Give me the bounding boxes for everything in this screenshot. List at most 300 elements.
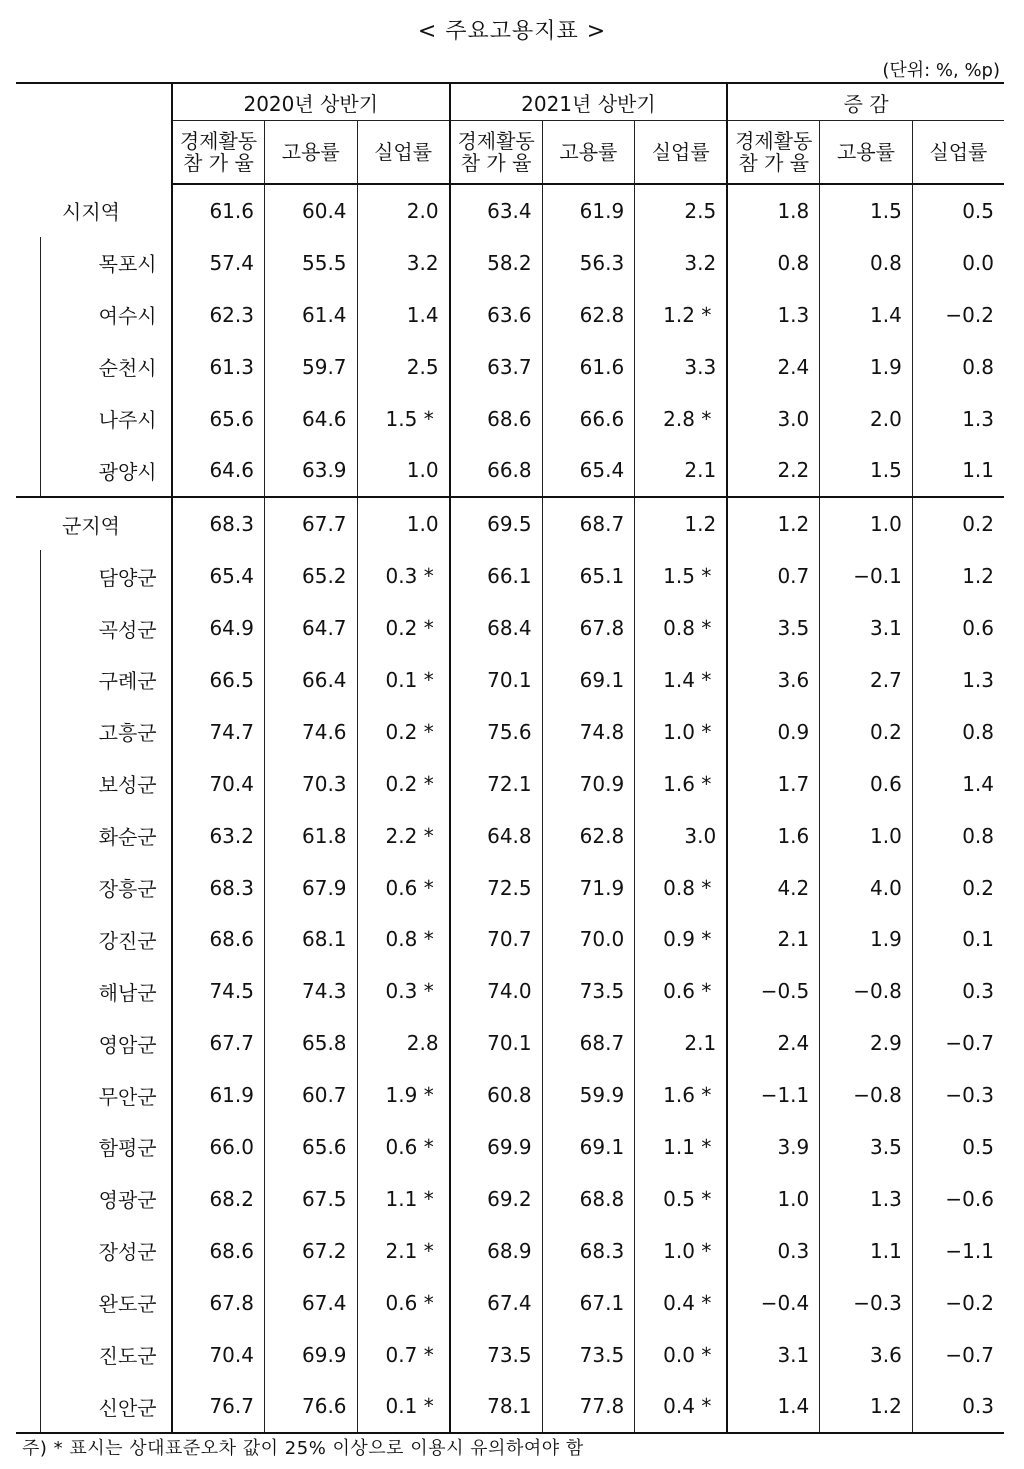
- value-cell: 68.1: [264, 913, 357, 965]
- table-row: [16, 913, 1004, 965]
- table-row: [16, 1277, 1004, 1329]
- indent-spacer: [16, 602, 40, 654]
- value-cell: 2.0: [357, 184, 450, 237]
- value-cell: 1.2: [635, 497, 728, 550]
- table-row: [16, 1069, 1004, 1121]
- value-cell: 1.0: [727, 1173, 820, 1225]
- indent-spacer: [16, 237, 40, 289]
- value-cell: 67.2: [264, 1225, 357, 1277]
- value-cell: 66.0: [172, 1121, 265, 1173]
- column-header-participation: 경제활동 참 가 율: [172, 121, 265, 185]
- value-cell: 74.3: [264, 965, 357, 1017]
- value-cell: 2.1: [635, 1017, 728, 1069]
- indent-spacer: [16, 550, 40, 602]
- table-row: [16, 1173, 1004, 1225]
- column-header-employment: 고용률: [542, 121, 635, 185]
- value-cell: −0.8: [820, 1069, 913, 1121]
- value-cell: 75.6: [450, 706, 543, 758]
- value-cell: 3.2: [635, 237, 728, 289]
- value-cell: 1.9 *: [357, 1069, 450, 1121]
- value-cell: 1.0 *: [635, 1225, 728, 1277]
- table-row: [16, 1017, 1004, 1069]
- value-cell: 69.1: [542, 1121, 635, 1173]
- value-cell: 2.5: [357, 341, 450, 393]
- value-cell: 0.6: [912, 602, 1004, 654]
- value-cell: 64.7: [264, 602, 357, 654]
- value-cell: 63.7: [450, 341, 543, 393]
- value-cell: 70.1: [450, 1017, 543, 1069]
- value-cell: 67.1: [542, 1277, 635, 1329]
- value-cell: 0.9: [727, 706, 820, 758]
- value-cell: 1.3: [912, 654, 1004, 706]
- value-cell: 0.1 *: [357, 654, 450, 706]
- header-2021: 2021년 상반기: [450, 83, 728, 121]
- region-name: 화순군: [40, 810, 172, 862]
- value-cell: 66.4: [264, 654, 357, 706]
- section-name: 군지역: [16, 497, 172, 550]
- value-cell: 2.4: [727, 1017, 820, 1069]
- value-cell: 3.2: [357, 237, 450, 289]
- value-cell: 56.3: [542, 237, 635, 289]
- table-row: [16, 550, 1004, 602]
- value-cell: 0.2: [912, 497, 1004, 550]
- value-cell: 3.1: [820, 602, 913, 654]
- value-cell: 68.6: [172, 913, 265, 965]
- value-cell: 0.8: [727, 237, 820, 289]
- value-cell: 0.1: [912, 913, 1004, 965]
- value-cell: 70.4: [172, 758, 265, 810]
- value-cell: 68.4: [450, 602, 543, 654]
- value-cell: 0.8: [912, 706, 1004, 758]
- value-cell: 0.3: [912, 965, 1004, 1017]
- value-cell: 0.8: [912, 810, 1004, 862]
- value-cell: 68.3: [172, 862, 265, 914]
- value-cell: −0.3: [820, 1277, 913, 1329]
- header-row-groups: [16, 83, 1004, 121]
- indent-spacer: [16, 1329, 40, 1381]
- value-cell: 74.7: [172, 706, 265, 758]
- value-cell: 68.6: [172, 1225, 265, 1277]
- value-cell: 69.9: [450, 1121, 543, 1173]
- value-cell: 64.6: [172, 444, 265, 497]
- value-cell: 0.7 *: [357, 1329, 450, 1381]
- value-cell: 69.2: [450, 1173, 543, 1225]
- region-name: 완도군: [40, 1277, 172, 1329]
- value-cell: 69.1: [542, 654, 635, 706]
- value-cell: 1.2 *: [635, 289, 728, 341]
- value-cell: 1.5: [820, 444, 913, 497]
- region-name: 광양시: [40, 444, 172, 497]
- region-name: 영암군: [40, 1017, 172, 1069]
- table-row: [16, 341, 1004, 393]
- value-cell: 68.3: [542, 1225, 635, 1277]
- indent-spacer: [16, 1121, 40, 1173]
- table-body: [16, 184, 1004, 1433]
- region-name: 장성군: [40, 1225, 172, 1277]
- indent-spacer: [16, 758, 40, 810]
- indent-spacer: [16, 706, 40, 758]
- value-cell: 4.0: [820, 862, 913, 914]
- value-cell: 57.4: [172, 237, 265, 289]
- value-cell: 3.6: [820, 1329, 913, 1381]
- table-row: [16, 1121, 1004, 1173]
- section-name: 시지역: [62, 199, 120, 224]
- value-cell: 1.4: [357, 289, 450, 341]
- value-cell: −0.1: [820, 550, 913, 602]
- table-row: [16, 237, 1004, 289]
- value-cell: 1.5 *: [357, 393, 450, 445]
- value-cell: 1.3: [912, 393, 1004, 445]
- indent-spacer: [16, 862, 40, 914]
- value-cell: 65.4: [542, 444, 635, 497]
- value-cell: 1.4: [912, 758, 1004, 810]
- value-cell: 74.5: [172, 965, 265, 1017]
- column-header-unemployment: 실업률: [912, 121, 1004, 185]
- value-cell: 2.1 *: [357, 1225, 450, 1277]
- value-cell: 76.7: [172, 1380, 265, 1433]
- value-cell: 1.1 *: [357, 1173, 450, 1225]
- value-cell: 65.6: [264, 1121, 357, 1173]
- value-cell: −1.1: [727, 1069, 820, 1121]
- value-cell: 0.8 *: [357, 913, 450, 965]
- value-cell: 1.1: [820, 1225, 913, 1277]
- value-cell: 64.9: [172, 602, 265, 654]
- value-cell: 0.5: [912, 184, 1004, 237]
- indent-spacer: [16, 913, 40, 965]
- value-cell: 2.8 *: [635, 393, 728, 445]
- value-cell: 0.6 *: [357, 1277, 450, 1329]
- value-cell: 68.6: [450, 393, 543, 445]
- value-cell: 59.7: [264, 341, 357, 393]
- value-cell: 1.3: [820, 1173, 913, 1225]
- value-cell: −0.2: [912, 289, 1004, 341]
- value-cell: 2.2 *: [357, 810, 450, 862]
- region-name: 장흥군: [40, 862, 172, 914]
- value-cell: 2.7: [820, 654, 913, 706]
- value-cell: 3.0: [635, 810, 728, 862]
- value-cell: 1.0 *: [635, 706, 728, 758]
- unit-label: (단위: %, %p): [882, 60, 1000, 81]
- indent-spacer: [16, 289, 40, 341]
- value-cell: 68.8: [542, 1173, 635, 1225]
- value-cell: 1.2: [820, 1380, 913, 1433]
- value-cell: 73.5: [542, 965, 635, 1017]
- value-cell: 1.4 *: [635, 654, 728, 706]
- value-cell: 72.5: [450, 862, 543, 914]
- value-cell: 69.9: [264, 1329, 357, 1381]
- value-cell: 73.5: [450, 1329, 543, 1381]
- value-cell: 74.6: [264, 706, 357, 758]
- region-name: 영광군: [40, 1173, 172, 1225]
- value-cell: 63.2: [172, 810, 265, 862]
- value-cell: 1.4: [727, 1380, 820, 1433]
- value-cell: 62.8: [542, 289, 635, 341]
- value-cell: 0.2: [912, 862, 1004, 914]
- value-cell: 3.5: [820, 1121, 913, 1173]
- indent-spacer: [16, 810, 40, 862]
- value-cell: 0.3 *: [357, 965, 450, 1017]
- value-cell: 67.9: [264, 862, 357, 914]
- indent-spacer: [16, 341, 40, 393]
- table-row: [16, 1380, 1004, 1433]
- value-cell: 2.1: [635, 444, 728, 497]
- value-cell: 68.3: [172, 497, 265, 550]
- value-cell: 67.7: [264, 497, 357, 550]
- value-cell: 78.1: [450, 1380, 543, 1433]
- value-cell: 0.6 *: [357, 1121, 450, 1173]
- value-cell: 74.0: [450, 965, 543, 1017]
- value-cell: 0.0 *: [635, 1329, 728, 1381]
- value-cell: 3.6: [727, 654, 820, 706]
- value-cell: 0.6: [820, 758, 913, 810]
- value-cell: −0.8: [820, 965, 913, 1017]
- section-total-row: [16, 184, 1004, 237]
- value-cell: 2.0: [820, 393, 913, 445]
- indent-spacer: [16, 444, 40, 497]
- value-cell: 0.3 *: [357, 550, 450, 602]
- column-header-participation: 경제활동 참 가 율: [727, 121, 820, 185]
- value-cell: 3.1: [727, 1329, 820, 1381]
- column-header-unemployment: 실업률: [635, 121, 728, 185]
- value-cell: 1.5: [820, 184, 913, 237]
- value-cell: 1.9: [820, 341, 913, 393]
- value-cell: 1.8: [727, 184, 820, 237]
- region-name: 구례군: [40, 654, 172, 706]
- value-cell: 64.6: [264, 393, 357, 445]
- value-cell: 66.5: [172, 654, 265, 706]
- table-row: [16, 1225, 1004, 1277]
- value-cell: 66.8: [450, 444, 543, 497]
- table-row: [16, 289, 1004, 341]
- value-cell: 76.6: [264, 1380, 357, 1433]
- value-cell: −0.6: [912, 1173, 1004, 1225]
- value-cell: 3.9: [727, 1121, 820, 1173]
- table-row: [16, 758, 1004, 810]
- value-cell: 1.0: [357, 497, 450, 550]
- value-cell: 68.7: [542, 497, 635, 550]
- indent-spacer: [16, 1017, 40, 1069]
- value-cell: 61.6: [172, 184, 265, 237]
- indent-spacer: [16, 393, 40, 445]
- value-cell: 67.4: [264, 1277, 357, 1329]
- value-cell: 0.4 *: [635, 1380, 728, 1433]
- header-2020: 2020년 상반기: [172, 83, 450, 121]
- value-cell: 61.3: [172, 341, 265, 393]
- region-name: 곡성군: [40, 602, 172, 654]
- table-row: [16, 444, 1004, 497]
- value-cell: 0.2 *: [357, 602, 450, 654]
- value-cell: 63.4: [450, 184, 543, 237]
- value-cell: 62.3: [172, 289, 265, 341]
- value-cell: 77.8: [542, 1380, 635, 1433]
- value-cell: 1.5 *: [635, 550, 728, 602]
- region-name: 신안군: [40, 1380, 172, 1433]
- value-cell: −0.7: [912, 1329, 1004, 1381]
- indent-spacer: [16, 1069, 40, 1121]
- value-cell: 61.8: [264, 810, 357, 862]
- value-cell: −0.4: [727, 1277, 820, 1329]
- table-row: [16, 393, 1004, 445]
- value-cell: −0.2: [912, 1277, 1004, 1329]
- region-name: 여수시: [40, 289, 172, 341]
- value-cell: 60.7: [264, 1069, 357, 1121]
- value-cell: 55.5: [264, 237, 357, 289]
- value-cell: 0.3: [912, 1380, 1004, 1433]
- value-cell: 68.7: [542, 1017, 635, 1069]
- value-cell: 0.8 *: [635, 862, 728, 914]
- value-cell: 70.7: [450, 913, 543, 965]
- region-name: 나주시: [40, 393, 172, 445]
- indent-spacer: [16, 1277, 40, 1329]
- value-cell: 1.6 *: [635, 758, 728, 810]
- value-cell: 0.2 *: [357, 758, 450, 810]
- region-name: 해남군: [40, 965, 172, 1017]
- indent-spacer: [16, 1380, 40, 1433]
- region-name: 진도군: [40, 1329, 172, 1381]
- value-cell: 59.9: [542, 1069, 635, 1121]
- column-header-participation: 경제활동 참 가 율: [450, 121, 543, 185]
- value-cell: 66.1: [450, 550, 543, 602]
- value-cell: 0.6 *: [635, 965, 728, 1017]
- value-cell: 0.0: [912, 237, 1004, 289]
- value-cell: 69.5: [450, 497, 543, 550]
- value-cell: 70.1: [450, 654, 543, 706]
- indent-spacer: [16, 1225, 40, 1277]
- value-cell: 1.0: [357, 444, 450, 497]
- value-cell: 1.9: [820, 913, 913, 965]
- value-cell: −1.1: [912, 1225, 1004, 1277]
- value-cell: 67.4: [450, 1277, 543, 1329]
- table-title: < 주요고용지표 >: [417, 19, 607, 44]
- value-cell: −0.7: [912, 1017, 1004, 1069]
- region-name: 담양군: [40, 550, 172, 602]
- value-cell: 0.1 *: [357, 1380, 450, 1433]
- region-name: 보성군: [40, 758, 172, 810]
- value-cell: 3.5: [727, 602, 820, 654]
- value-cell: 0.8: [820, 237, 913, 289]
- employment-indicators-table: [16, 82, 1004, 1434]
- value-cell: 1.0: [820, 810, 913, 862]
- footnote: 주) * 표시는 상대표준오차 값이 25% 이상으로 이용시 유의하여야 함: [22, 1438, 584, 1459]
- table-row: [16, 706, 1004, 758]
- region-name: 강진군: [40, 913, 172, 965]
- value-cell: 1.2: [912, 550, 1004, 602]
- value-cell: 1.0: [820, 497, 913, 550]
- value-cell: 2.2: [727, 444, 820, 497]
- value-cell: 67.8: [172, 1277, 265, 1329]
- column-header-employment: 고용률: [820, 121, 913, 185]
- value-cell: 67.8: [542, 602, 635, 654]
- indent-spacer: [16, 965, 40, 1017]
- value-cell: 61.9: [172, 1069, 265, 1121]
- value-cell: −0.5: [727, 965, 820, 1017]
- value-cell: 67.5: [264, 1173, 357, 1225]
- indent-spacer: [16, 654, 40, 706]
- table-row: [16, 1329, 1004, 1381]
- value-cell: 71.9: [542, 862, 635, 914]
- value-cell: 65.8: [264, 1017, 357, 1069]
- value-cell: 64.8: [450, 810, 543, 862]
- region-name: 함평군: [40, 1121, 172, 1173]
- value-cell: 2.9: [820, 1017, 913, 1069]
- value-cell: 67.7: [172, 1017, 265, 1069]
- value-cell: 70.9: [542, 758, 635, 810]
- column-header-unemployment: 실업률: [357, 121, 450, 185]
- value-cell: 4.2: [727, 862, 820, 914]
- section-total-row: [16, 497, 1004, 550]
- column-header-employment: 고용률: [264, 121, 357, 185]
- value-cell: 63.9: [264, 444, 357, 497]
- value-cell: 0.7: [727, 550, 820, 602]
- value-cell: 0.2 *: [357, 706, 450, 758]
- value-cell: 74.8: [542, 706, 635, 758]
- value-cell: 2.4: [727, 341, 820, 393]
- value-cell: 0.5 *: [635, 1173, 728, 1225]
- value-cell: 61.6: [542, 341, 635, 393]
- table-row: [16, 965, 1004, 1017]
- region-name: 순천시: [40, 341, 172, 393]
- table-row: [16, 602, 1004, 654]
- value-cell: 1.6 *: [635, 1069, 728, 1121]
- value-cell: 0.6 *: [357, 862, 450, 914]
- value-cell: 66.6: [542, 393, 635, 445]
- table-row: [16, 862, 1004, 914]
- value-cell: 0.2: [820, 706, 913, 758]
- value-cell: 1.6: [727, 810, 820, 862]
- value-cell: 0.5: [912, 1121, 1004, 1173]
- value-cell: 65.2: [264, 550, 357, 602]
- value-cell: 60.8: [450, 1069, 543, 1121]
- header-change: 증 감: [727, 83, 1004, 121]
- value-cell: 1.3: [727, 289, 820, 341]
- value-cell: 1.1: [912, 444, 1004, 497]
- table-row: [16, 810, 1004, 862]
- value-cell: 63.6: [450, 289, 543, 341]
- value-cell: 70.0: [542, 913, 635, 965]
- indent-spacer: [16, 1173, 40, 1225]
- value-cell: 62.8: [542, 810, 635, 862]
- value-cell: 3.3: [635, 341, 728, 393]
- value-cell: 2.1: [727, 913, 820, 965]
- region-name: 목포시: [40, 237, 172, 289]
- value-cell: 1.7: [727, 758, 820, 810]
- value-cell: 2.5: [635, 184, 728, 237]
- value-cell: 1.2: [727, 497, 820, 550]
- value-cell: 3.0: [727, 393, 820, 445]
- value-cell: 68.2: [172, 1173, 265, 1225]
- value-cell: 65.6: [172, 393, 265, 445]
- value-cell: 73.5: [542, 1329, 635, 1381]
- value-cell: 1.1 *: [635, 1121, 728, 1173]
- value-cell: 2.8: [357, 1017, 450, 1069]
- value-cell: 1.4: [820, 289, 913, 341]
- value-cell: 60.4: [264, 184, 357, 237]
- region-name: 고흥군: [40, 706, 172, 758]
- value-cell: 72.1: [450, 758, 543, 810]
- value-cell: 70.3: [264, 758, 357, 810]
- value-cell: 0.3: [727, 1225, 820, 1277]
- table-row: [16, 654, 1004, 706]
- value-cell: 0.9 *: [635, 913, 728, 965]
- value-cell: 68.9: [450, 1225, 543, 1277]
- value-cell: 0.8: [912, 341, 1004, 393]
- value-cell: −0.3: [912, 1069, 1004, 1121]
- value-cell: 0.4 *: [635, 1277, 728, 1329]
- region-name: 무안군: [40, 1069, 172, 1121]
- value-cell: 61.4: [264, 289, 357, 341]
- value-cell: 65.1: [542, 550, 635, 602]
- value-cell: 61.9: [542, 184, 635, 237]
